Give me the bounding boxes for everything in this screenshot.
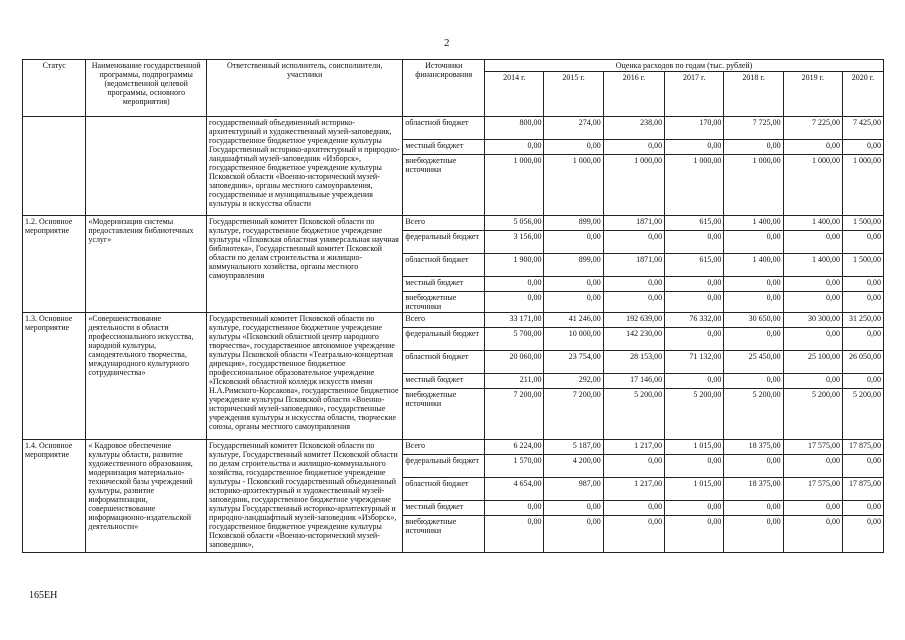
amount-cell: 0,00 [842, 277, 883, 292]
group-name: «Модернизация системы предоставления библиотечных услуг» [86, 216, 207, 313]
group-name: «Совершенствование деятельности в области профессионального искусства, народной культуры, самодеятельного творчества, международного культурного сотрудничества» [86, 313, 207, 440]
amount-cell: 1871,00 [603, 254, 664, 277]
amount-cell: 0,00 [783, 455, 842, 478]
amount-cell: 3 156,00 [485, 231, 544, 254]
amount-cell: 18 375,00 [724, 440, 783, 455]
amount-cell: 5 056,00 [485, 216, 544, 231]
funding-source: федеральный бюджет [403, 328, 485, 351]
funding-source: местный бюджет [403, 277, 485, 292]
amount-cell: 6 224,00 [485, 440, 544, 455]
funding-source: федеральный бюджет [403, 231, 485, 254]
amount-cell: 0,00 [665, 501, 724, 516]
amount-cell: 0,00 [544, 516, 603, 553]
amount-cell: 0,00 [665, 516, 724, 553]
amount-cell: 1 000,00 [665, 155, 724, 216]
amount-cell: 4 654,00 [485, 478, 544, 501]
amount-cell: 615,00 [665, 254, 724, 277]
amount-cell: 0,00 [665, 374, 724, 389]
amount-cell: 615,00 [665, 216, 724, 231]
amount-cell: 192 639,00 [603, 313, 664, 328]
table-row [23, 117, 884, 140]
table-row [23, 313, 884, 328]
group-name [86, 117, 207, 216]
budget-table [22, 59, 884, 553]
amount-cell: 0,00 [665, 328, 724, 351]
amount-cell: 76 332,00 [665, 313, 724, 328]
header-year: 2018 г. [724, 72, 783, 117]
amount-cell: 0,00 [724, 516, 783, 553]
amount-cell: 0,00 [724, 292, 783, 313]
amount-cell: 1 400,00 [724, 254, 783, 277]
amount-cell: 0,00 [842, 140, 883, 155]
header-name: Наименование государственной программы, подпрограммы (ведомственной целевой программы, основного мероприятия) [86, 60, 207, 117]
amount-cell: 5 187,00 [544, 440, 603, 455]
amount-cell: 0,00 [544, 231, 603, 254]
funding-source: местный бюджет [403, 374, 485, 389]
amount-cell: 0,00 [485, 277, 544, 292]
funding-source: областной бюджет [403, 117, 485, 140]
amount-cell: 0,00 [724, 455, 783, 478]
funding-source: внебюджетные источники [403, 516, 485, 553]
header-year: 2017 г. [665, 72, 724, 117]
amount-cell: 41 246,00 [544, 313, 603, 328]
amount-cell: 7 200,00 [485, 389, 544, 440]
amount-cell: 20 060,00 [485, 351, 544, 374]
amount-cell: 5 200,00 [842, 389, 883, 440]
amount-cell: 1 217,00 [603, 478, 664, 501]
amount-cell: 0,00 [783, 231, 842, 254]
amount-cell: 0,00 [544, 292, 603, 313]
amount-cell: 1 500,00 [842, 216, 883, 231]
amount-cell: 0,00 [485, 501, 544, 516]
amount-cell: 26 050,00 [842, 351, 883, 374]
amount-cell: 0,00 [842, 374, 883, 389]
amount-cell: 33 171,00 [485, 313, 544, 328]
amount-cell: 1 500,00 [842, 254, 883, 277]
amount-cell: 0,00 [665, 140, 724, 155]
amount-cell: 5 700,00 [485, 328, 544, 351]
funding-source: Всего [403, 313, 485, 328]
amount-cell: 0,00 [603, 292, 664, 313]
group-executor: Государственный комитет Псковской области по культуре, государственное бюджетное учреждение культуры «Псковский областной центр народного творчества», государственное автономное учреждение культуры Псковской области «Театрально-концертная дирекция», государственное бюджетное профессиональное образовательное учреждение «Псковский областной колледж искусств имени Н.А.Римского-Корсакова», государственное бюджетное учреждение культуры Псковской области «Военно-исторический музей-заповедник», государственные учреждения культуры и искусства области, творческие союзы, органы местного самоуправления [207, 313, 403, 440]
amount-cell: 5 200,00 [603, 389, 664, 440]
header-sources: Источники финансирования [403, 60, 485, 117]
amount-cell: 0,00 [842, 292, 883, 313]
amount-cell: 800,00 [485, 117, 544, 140]
amount-cell: 0,00 [783, 374, 842, 389]
amount-cell: 0,00 [544, 277, 603, 292]
amount-cell: 899,00 [544, 216, 603, 231]
funding-source: областной бюджет [403, 351, 485, 374]
amount-cell: 0,00 [783, 277, 842, 292]
amount-cell: 1 000,00 [485, 155, 544, 216]
group-name: « Кадровое обеспечение культуры области, развитие художественного образования, модернизация материально-технической базы учреждений культуры, развитие информатизации, совершенствование информационно-издательской деятельности» [86, 440, 207, 553]
amount-cell: 7 200,00 [544, 389, 603, 440]
header-year: 2020 г. [842, 72, 883, 117]
amount-cell: 0,00 [603, 501, 664, 516]
amount-cell: 17 875,00 [842, 478, 883, 501]
amount-cell: 18 375,00 [724, 478, 783, 501]
amount-cell: 30 300,00 [783, 313, 842, 328]
funding-source: Всего [403, 216, 485, 231]
amount-cell: 1 400,00 [724, 216, 783, 231]
amount-cell: 1871,00 [603, 216, 664, 231]
amount-cell: 5 200,00 [783, 389, 842, 440]
table-row [23, 440, 884, 455]
header-year: 2016 г. [603, 72, 664, 117]
amount-cell: 10 000,00 [544, 328, 603, 351]
amount-cell: 0,00 [724, 501, 783, 516]
amount-cell: 7 225,00 [783, 117, 842, 140]
funding-source: внебюджетные источники [403, 389, 485, 440]
amount-cell: 1 000,00 [842, 155, 883, 216]
amount-cell: 17 146,00 [603, 374, 664, 389]
amount-cell: 0,00 [603, 140, 664, 155]
table-row [23, 216, 884, 231]
amount-cell: 142 230,00 [603, 328, 664, 351]
amount-cell: 0,00 [544, 501, 603, 516]
amount-cell: 0,00 [842, 516, 883, 553]
amount-cell: 987,00 [544, 478, 603, 501]
amount-cell: 1 000,00 [603, 155, 664, 216]
funding-source: местный бюджет [403, 140, 485, 155]
amount-cell: 0,00 [842, 455, 883, 478]
amount-cell: 25 100,00 [783, 351, 842, 374]
header-year: 2015 г. [544, 72, 603, 117]
amount-cell: 5 200,00 [665, 389, 724, 440]
funding-source: Всего [403, 440, 485, 455]
amount-cell: 0,00 [724, 140, 783, 155]
amount-cell: 0,00 [783, 328, 842, 351]
amount-cell: 28 153,00 [603, 351, 664, 374]
amount-cell: 0,00 [665, 455, 724, 478]
amount-cell: 71 132,00 [665, 351, 724, 374]
amount-cell: 238,00 [603, 117, 664, 140]
amount-cell: 25 450,00 [724, 351, 783, 374]
group-executor: Государственный комитет Псковской области по культуре, государственное бюджетное учреждение культуры «Псковская областная универсальная научная библиотека», Государственный комитет Псковской области по делам строительства и жилищно-коммунального хозяйства, органы местного самоуправления [207, 216, 403, 313]
amount-cell: 0,00 [724, 328, 783, 351]
amount-cell: 4 200,00 [544, 455, 603, 478]
amount-cell: 0,00 [783, 292, 842, 313]
header-year: 2014 г. [485, 72, 544, 117]
amount-cell: 0,00 [665, 231, 724, 254]
funding-source: внебюджетные источники [403, 292, 485, 313]
amount-cell: 0,00 [842, 231, 883, 254]
amount-cell: 1 400,00 [783, 254, 842, 277]
funding-source: областной бюджет [403, 478, 485, 501]
amount-cell: 0,00 [665, 292, 724, 313]
amount-cell: 0,00 [665, 277, 724, 292]
amount-cell: 1 000,00 [724, 155, 783, 216]
group-status [23, 117, 86, 216]
group-status: 1.4. Основное мероприятие [23, 440, 86, 553]
amount-cell: 899,00 [544, 254, 603, 277]
table-body [23, 60, 884, 553]
amount-cell: 0,00 [603, 277, 664, 292]
header-executor: Ответственный исполнитель, соисполнители, участники [207, 60, 403, 117]
amount-cell: 1 900,00 [485, 254, 544, 277]
amount-cell: 7 425,00 [842, 117, 883, 140]
amount-cell: 170,00 [665, 117, 724, 140]
amount-cell: 0,00 [842, 501, 883, 516]
amount-cell: 0,00 [783, 516, 842, 553]
amount-cell: 0,00 [783, 140, 842, 155]
page-number: 2 [444, 37, 450, 49]
amount-cell: 1 217,00 [603, 440, 664, 455]
amount-cell: 0,00 [485, 140, 544, 155]
funding-source: областной бюджет [403, 254, 485, 277]
amount-cell: 17 575,00 [783, 478, 842, 501]
footer-code: 165EH [29, 590, 58, 601]
amount-cell: 0,00 [783, 501, 842, 516]
amount-cell: 0,00 [724, 231, 783, 254]
amount-cell: 0,00 [724, 374, 783, 389]
group-status: 1.3. Основное мероприятие [23, 313, 86, 440]
group-executor: Государственный комитет Псковской области по культуре, Государственный комитет Псковской области по делам строительства и жилищно-коммунального хозяйства, государственное бюджетное учреждение культуры - Псковский государственный объединенный историко-архитектурный и художественный музей-заповедник, государственное бюджетное учреждение культуры Государственный историко-архитектурный и природно-ландшафтный музей-заповедник «Изборск», государственное бюджетное учреждение культуры Псковской области «Военно-исторический музей-заповедник», [207, 440, 403, 553]
amount-cell: 1 000,00 [544, 155, 603, 216]
funding-source: федеральный бюджет [403, 455, 485, 478]
amount-cell: 0,00 [603, 516, 664, 553]
amount-cell: 31 250,00 [842, 313, 883, 328]
amount-cell: 292,00 [544, 374, 603, 389]
amount-cell: 0,00 [485, 292, 544, 313]
group-status: 1.2. Основное мероприятие [23, 216, 86, 313]
amount-cell: 0,00 [724, 277, 783, 292]
amount-cell: 0,00 [544, 140, 603, 155]
amount-cell: 1 400,00 [783, 216, 842, 231]
amount-cell: 23 754,00 [544, 351, 603, 374]
funding-source: внебюджетные источники [403, 155, 485, 216]
header-row [23, 60, 884, 72]
amount-cell: 17 875,00 [842, 440, 883, 455]
funding-source: местный бюджет [403, 501, 485, 516]
amount-cell: 5 200,00 [724, 389, 783, 440]
amount-cell: 274,00 [544, 117, 603, 140]
header-estimate: Оценка расходов по годам (тыс. рублей) [485, 60, 884, 72]
amount-cell: 0,00 [603, 231, 664, 254]
amount-cell: 0,00 [842, 328, 883, 351]
amount-cell: 1 000,00 [783, 155, 842, 216]
amount-cell: 17 575,00 [783, 440, 842, 455]
header-year: 2019 г. [783, 72, 842, 117]
amount-cell: 30 650,00 [724, 313, 783, 328]
amount-cell: 0,00 [485, 516, 544, 553]
group-executor: государственный объединенный историко-архитектурный и художественный музей-заповедник, государственное бюджетное учреждение культуры Государственный историко-архитектурный и природно-ландшафтный музей-заповедник «Изборск», государственное бюджетное учреждение культуры Псковской области «Военно-исторический музей-заповедник», органы местного самоуправления, государственные и муниципальные учреждения культуры и искусства области [207, 117, 403, 216]
amount-cell: 1 570,00 [485, 455, 544, 478]
header-status: Статус [23, 60, 86, 117]
amount-cell: 0,00 [603, 455, 664, 478]
amount-cell: 211,00 [485, 374, 544, 389]
amount-cell: 1 015,00 [665, 440, 724, 455]
amount-cell: 1 015,00 [665, 478, 724, 501]
amount-cell: 7 725,00 [724, 117, 783, 140]
